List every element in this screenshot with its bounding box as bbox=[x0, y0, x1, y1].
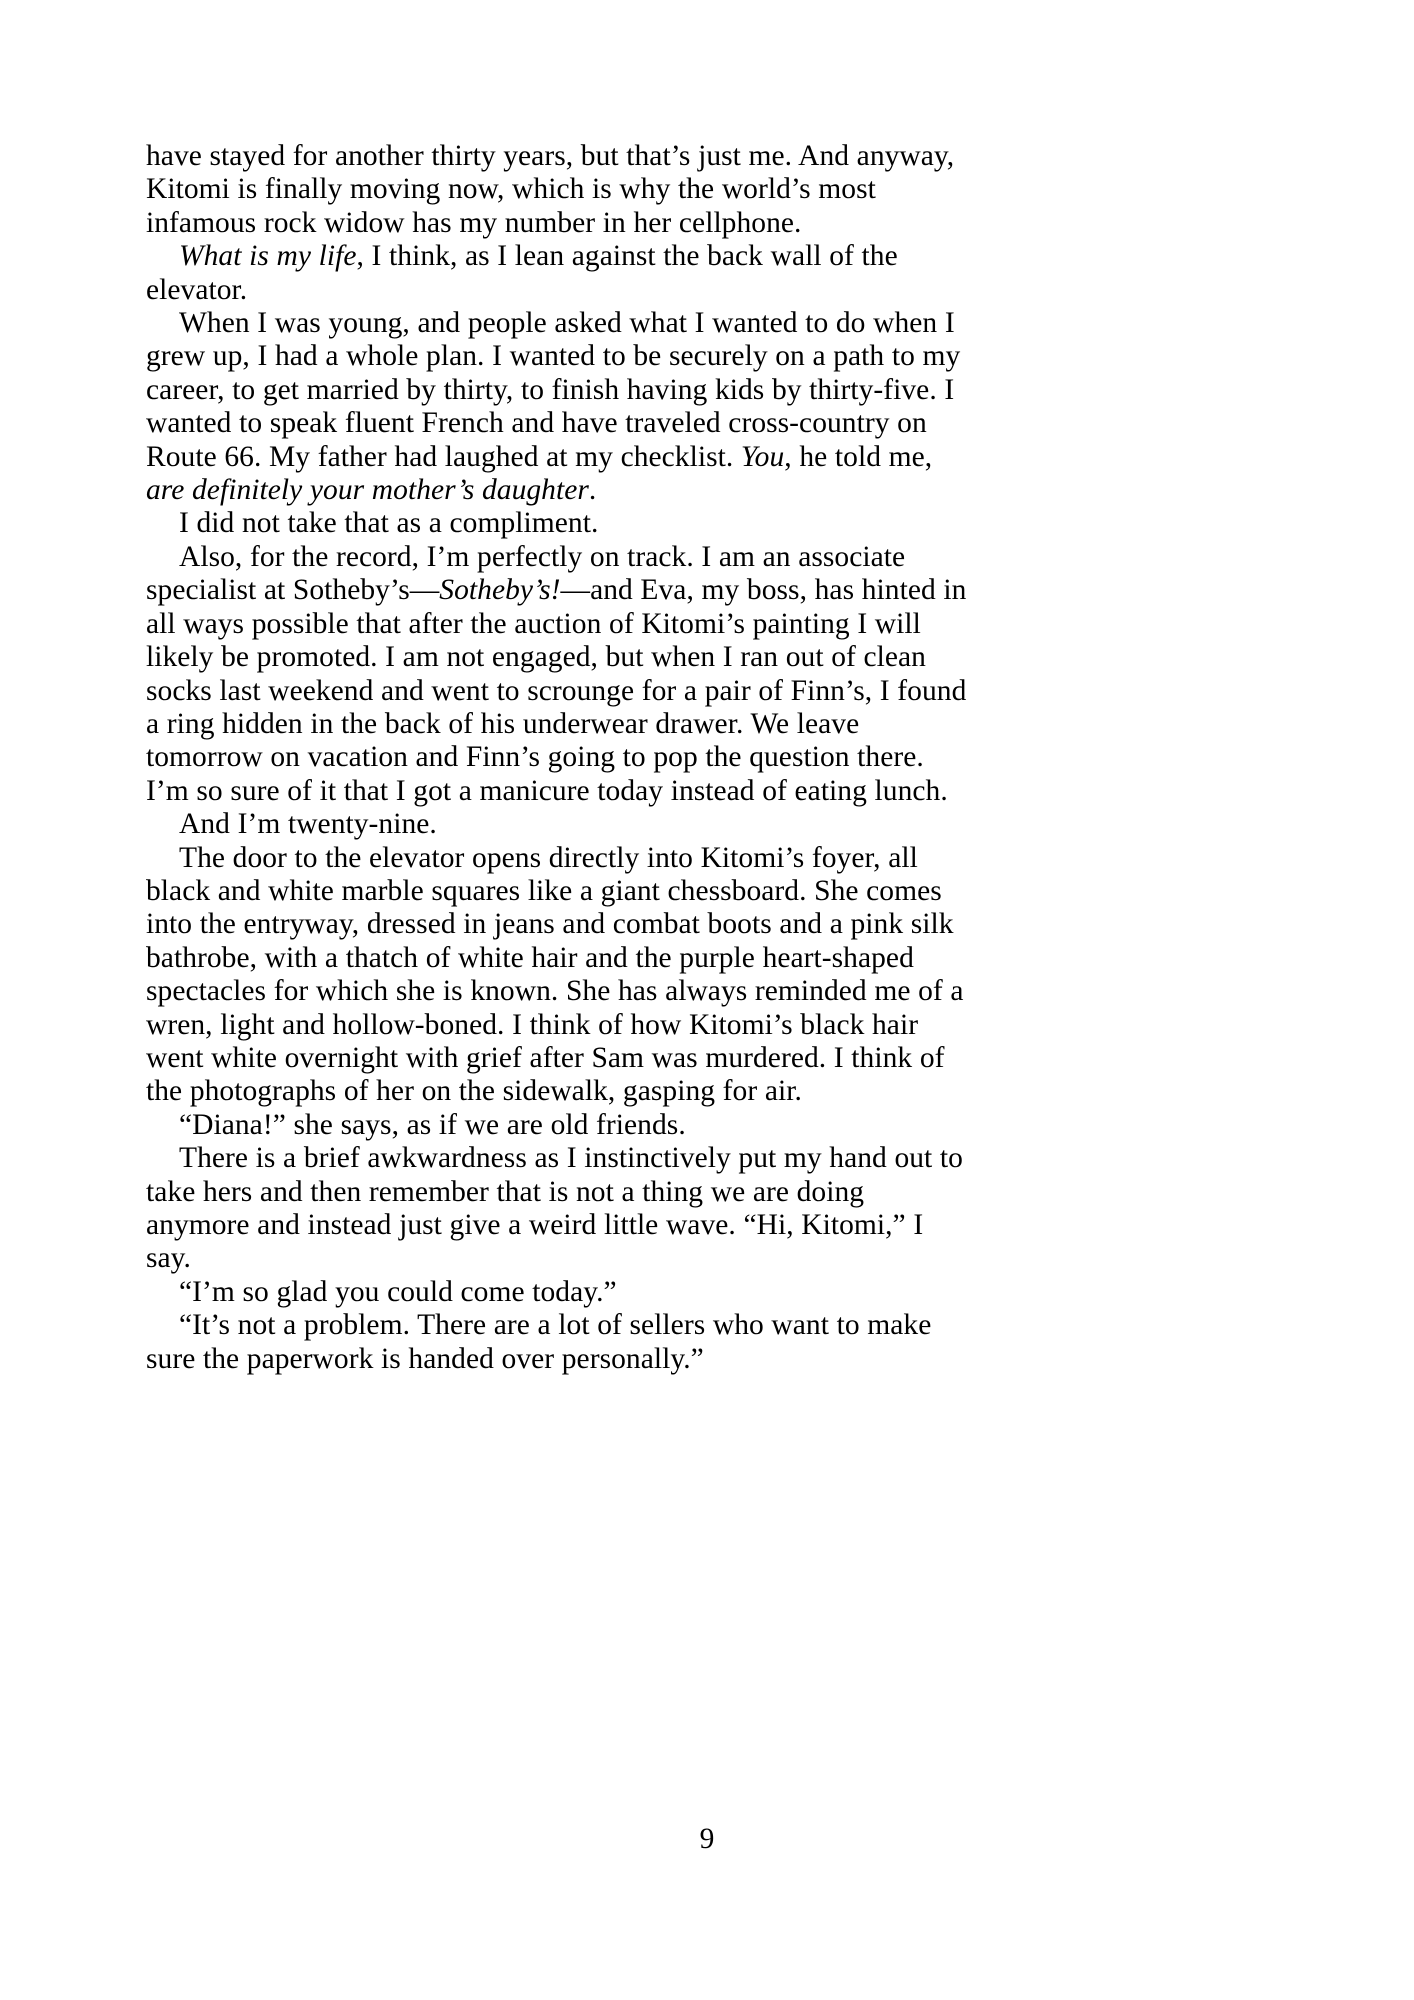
body-paragraph bbox=[146, 240, 972, 307]
text-run: “It’s not a problem. There are a lot of sellers who want to make sure the paperwork is handed over personally.” bbox=[146, 1309, 932, 1375]
text-run: , I think, as I lean against the back wall of the elevator. bbox=[146, 240, 898, 306]
text-run: There is a brief awkwardness as I instinctively put my hand out to take hers and then remember that is not a thing we are doing anymore and instead just give a weird little wave. “Hi, Kitomi,” I say. bbox=[146, 1142, 963, 1275]
text-run: And I’m twenty-nine. bbox=[179, 808, 437, 841]
italic-text-run: are definitely your mother’s daughter bbox=[146, 474, 589, 507]
page-body-text bbox=[146, 140, 972, 1376]
body-paragraph bbox=[146, 140, 972, 240]
text-run: The door to the elevator opens directly into Kitomi’s foyer, all black and white marble squares like a giant chessboard. She comes into the entryway, dressed in jeans and combat boots and a pink silk bathrobe, with a thatch of white hair and the purple heart-shaped spectacles for which she is known. She has always reminded me of a wren, light and hollow-boned. I think of how Kitomi’s black hair went white overnight with grief after Sam was murdered. I think of the photographs of her on the sidewalk, gasping for air. bbox=[146, 841, 964, 1108]
body-paragraph bbox=[146, 1142, 972, 1276]
body-paragraph bbox=[146, 307, 972, 507]
text-run: When I was young, and people asked what I wanted to do when I grew up, I had a whole plan. I wanted to be securely on a path to my career, to get married by thirty, to finish having kids by thirty-five. I wanted to speak fluent French and have traveled cross-country on Route 66. My father had laughed at my checklist. bbox=[146, 307, 961, 473]
italic-text-run: What is my life bbox=[179, 240, 357, 273]
italic-text-run: Sotheby’s! bbox=[439, 574, 561, 607]
body-paragraph bbox=[146, 842, 972, 1109]
italic-text-run: You bbox=[740, 440, 785, 473]
text-run: I did not take that as a compliment. bbox=[179, 507, 599, 540]
text-run: “Diana!” she says, as if we are old friends. bbox=[179, 1108, 686, 1141]
text-run: “I’m so glad you could come today.” bbox=[179, 1275, 617, 1308]
text-run: , he told me, bbox=[784, 440, 933, 473]
text-run: —and Eva, my boss, has hinted in all ways possible that after the auction of Kitomi’s painting I will likely be promoted. I am not engaged, but when I ran out of clean socks last weekend and went to scrounge for a pair of Finn’s, I found a ring hidden in the back of his underwear drawer. We leave tomorrow on vacation and Finn’s going to pop the question there. I’m so sure of it that I got a manicure today instead of eating lunch. bbox=[146, 574, 967, 807]
text-run: Also, for the record, I’m perfectly on track. I am an associate specialist at Sotheby’s— bbox=[146, 540, 906, 607]
body-paragraph bbox=[146, 541, 972, 808]
body-paragraph bbox=[146, 1309, 972, 1376]
text-run: have stayed for another thirty years, but that’s just me. And anyway, Kitomi is finally moving now, which is why the world’s most infamous rock widow has my number in her cellphone. bbox=[146, 140, 955, 239]
body-paragraph bbox=[146, 507, 972, 540]
body-paragraph bbox=[146, 1276, 972, 1309]
body-paragraph bbox=[146, 1109, 972, 1142]
page-number-folio: 9 bbox=[699, 1823, 715, 1855]
text-run: . bbox=[588, 474, 597, 507]
body-paragraph bbox=[146, 808, 972, 841]
